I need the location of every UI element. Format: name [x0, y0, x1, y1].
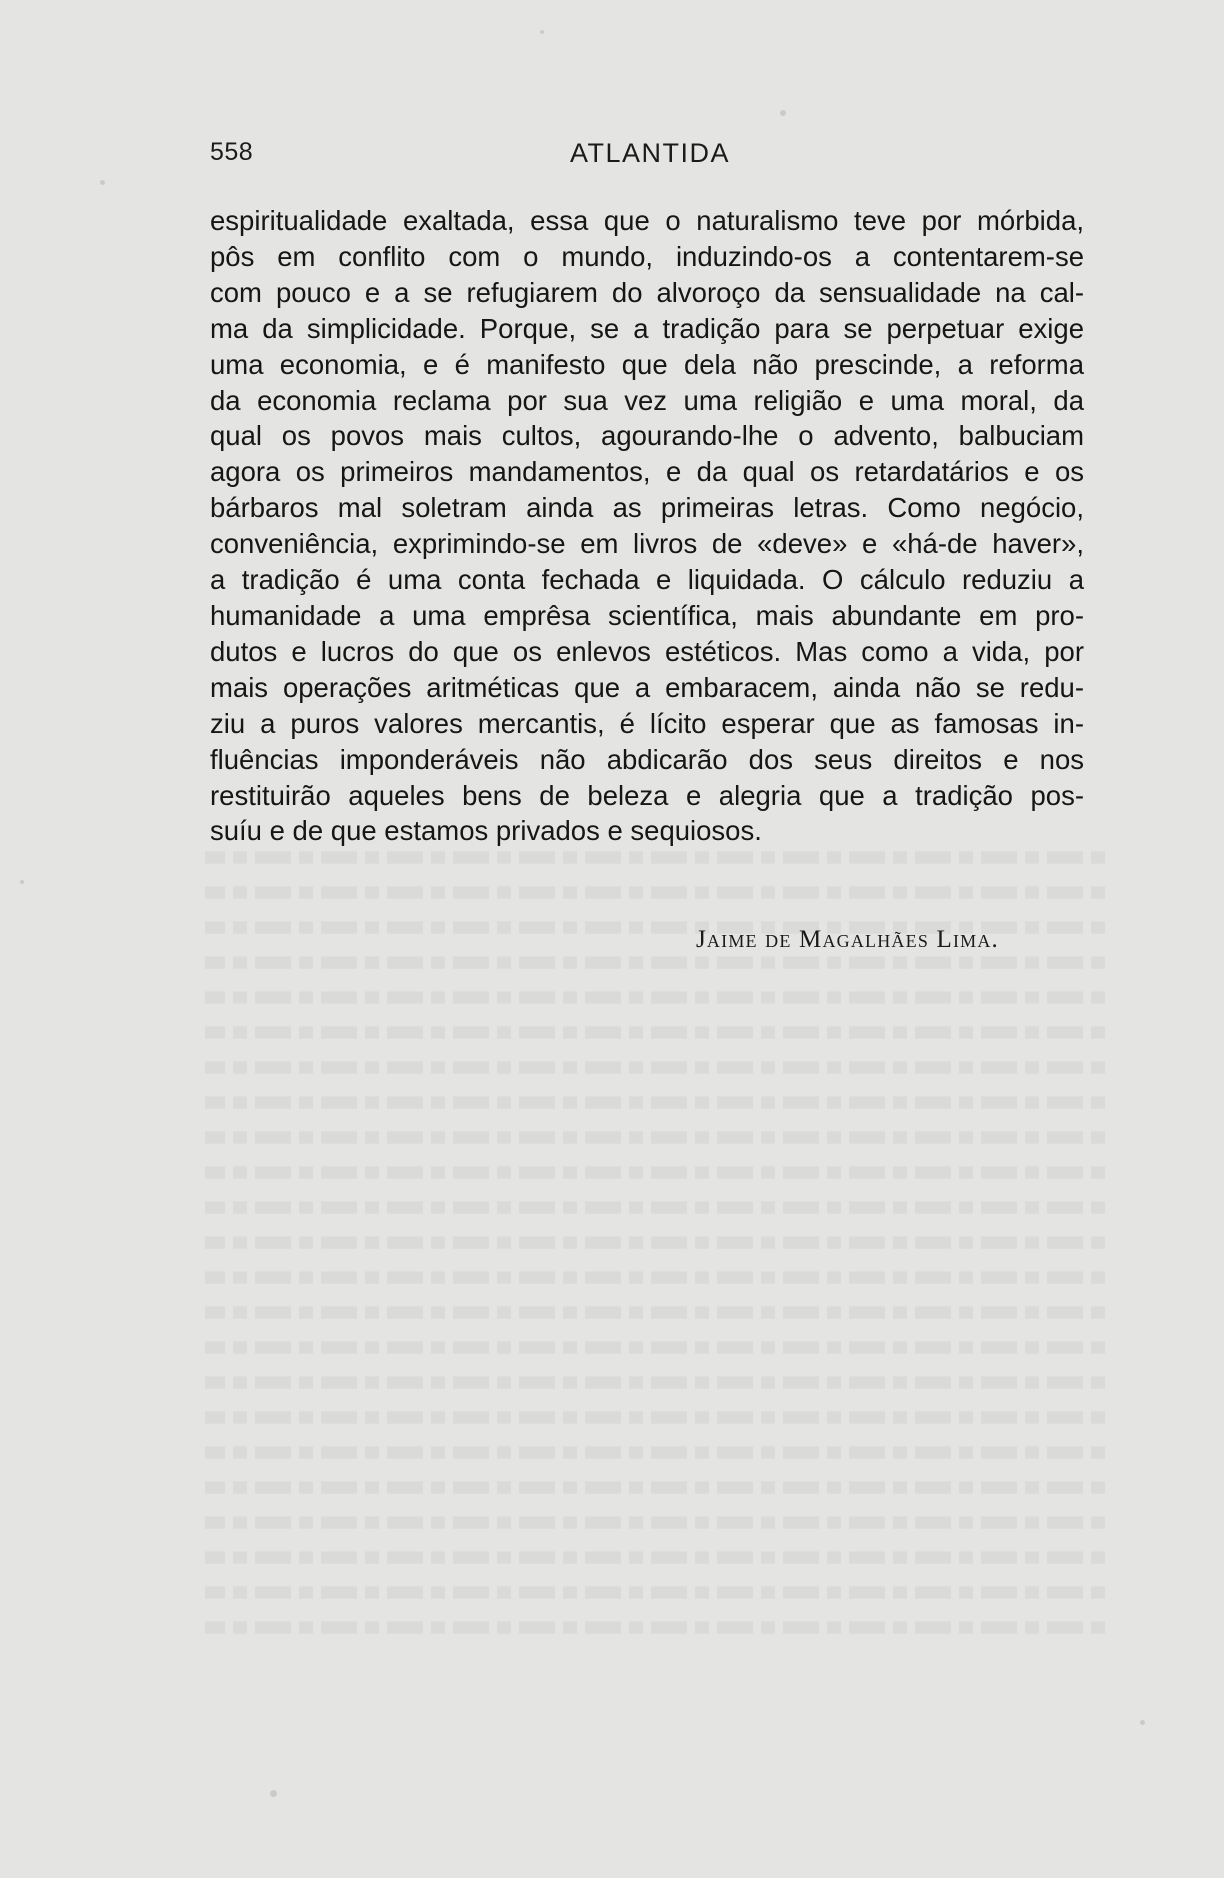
text-line: fluências imponderáveis não abdicarão dos seus direitos e nos	[210, 743, 1084, 775]
paper-speck	[270, 1790, 277, 1797]
text-line: bárbaros mal soletram ainda as primeiras letras. Como negócio,	[210, 492, 1084, 524]
text-line: espiritualidade exaltada, essa que o naturalismo teve por mórbida,	[210, 205, 1084, 236]
paper-speck	[20, 880, 24, 884]
paper-speck	[540, 30, 544, 34]
text-line: da economia reclama por sua vez uma religião e uma moral, da	[210, 384, 1084, 416]
text-line: dutos e lucros do que os enlevos estéticos. Mas como a vida, por	[210, 635, 1084, 667]
text-line: conveniência, exprimindo-se em livros de «deve» e «há-de haver»,	[210, 528, 1084, 560]
text-line: ziu a puros valores mercantis, é lícito esperar que as famosas in-	[210, 707, 1084, 739]
paper-speck	[780, 110, 786, 116]
author-signature: Jaime de Magalhães Lima.	[696, 926, 1000, 953]
text-line: qual os povos mais cultos, agourando-lhe o advento, balbuciam	[210, 420, 1084, 452]
text-line: humanidade a uma emprêsa scientífica, mais abundante em pro-	[210, 599, 1084, 631]
text-line: suíu e de que estamos privados e sequiosos.	[210, 815, 762, 847]
text-line: uma economia, e é manifesto que dela não prescinde, a reforma	[210, 348, 1084, 380]
text-line: ma da simplicidade. Porque, se a tradição para se perpetuar exige	[210, 312, 1084, 344]
text-line: a tradição é uma conta fechada e liquidada. O cálculo reduziu a	[210, 564, 1084, 596]
paper-speck	[1140, 1720, 1145, 1725]
text-line: restituirão aqueles bens de beleza e alegria que a tradição pos-	[210, 779, 1084, 811]
reverse-page-bleed-through	[205, 840, 1105, 1670]
text-line: mais operações aritméticas que a embaracem, ainda não se redu-	[210, 671, 1084, 703]
page-header	[210, 138, 1080, 178]
text-line: agora os primeiros mandamentos, e da qual os retardatários e os	[210, 456, 1084, 488]
text-line: pôs em conflito com o mundo, induzindo-os a contentarem-se	[210, 240, 1084, 272]
body-paragraph	[210, 203, 1084, 849]
paper-speck	[100, 180, 105, 185]
text-line: com pouco e a se refugiarem do alvoroço da sensualidade na cal-	[210, 276, 1084, 308]
page-number: 558	[210, 138, 254, 166]
running-title: ATLANTIDA	[570, 138, 731, 168]
